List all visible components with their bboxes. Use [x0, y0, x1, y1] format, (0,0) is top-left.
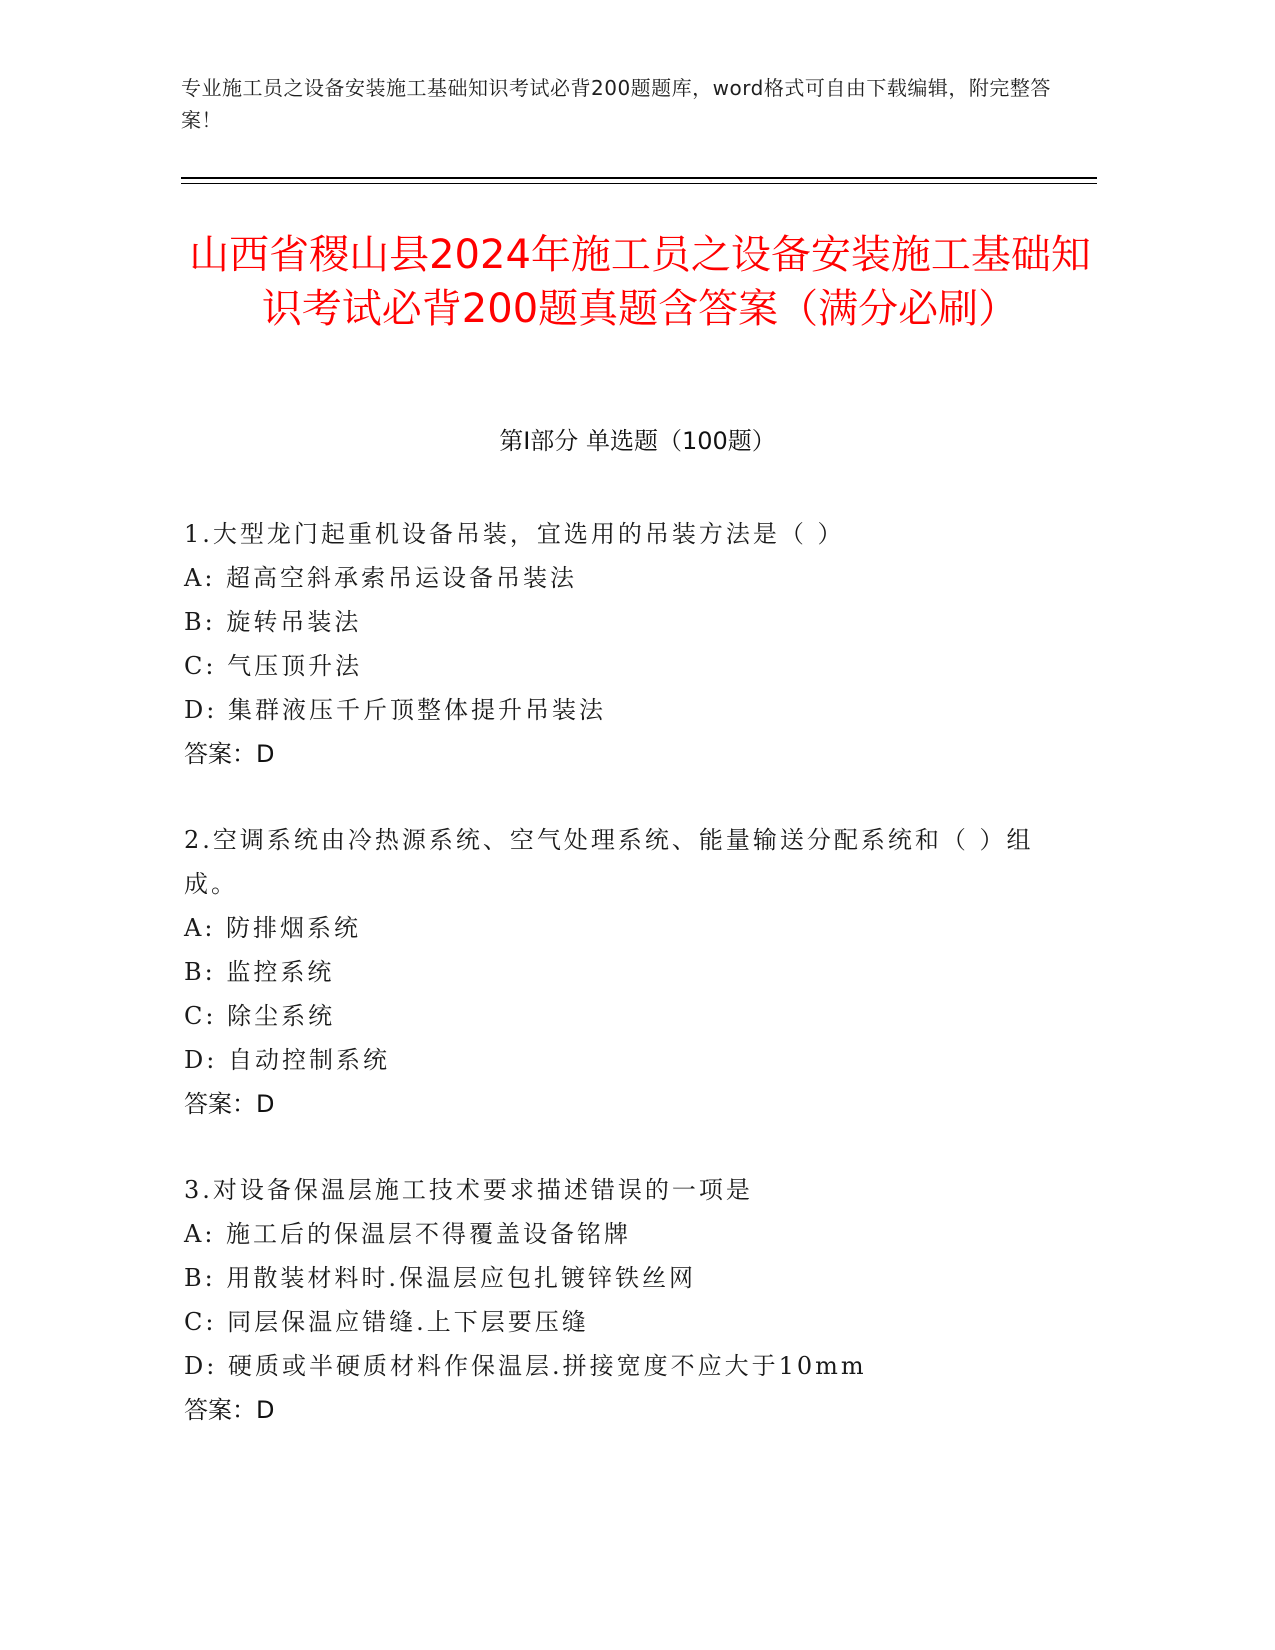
question-stem: 2.空调系统由冷热源系统、空气处理系统、能量输送分配系统和（ ）组成。: [184, 826, 1034, 898]
question-option-a: A: 防排烟系统: [184, 914, 362, 942]
question-list: [184, 512, 1064, 1432]
question-answer: 答案：D: [184, 1090, 275, 1118]
question-option-d: D: 硬质或半硬质材料作保温层.拼接宽度不应大于10mm: [184, 1352, 867, 1380]
question-answer: 答案：D: [184, 1396, 275, 1424]
question-option-c: C: 同层保温应错缝.上下层要压缝: [184, 1308, 589, 1336]
question-item: [184, 1168, 1064, 1432]
question-spacer: [184, 1126, 1064, 1168]
document-title: 山西省稷山县2024年施工员之设备安装施工基础知识考试必背200题真题含答案（满分必刷）: [189, 232, 1091, 332]
question-option-d: D: 自动控制系统: [184, 1046, 390, 1074]
question-item: [184, 512, 1064, 776]
question-option-b: B: 用散装材料时.保温层应包扎镀锌铁丝网: [184, 1264, 696, 1292]
question-option-a: A: 施工后的保温层不得覆盖设备铭牌: [184, 1220, 632, 1248]
question-stem: 1.大型龙门起重机设备吊装，宜选用的吊装方法是（ ）: [184, 520, 845, 548]
header-divider-thin: [181, 183, 1097, 184]
question-option-a: A: 超高空斜承索吊运设备吊装法: [184, 564, 578, 592]
question-stem: 3.对设备保温层施工技术要求描述错误的一项是: [184, 1176, 753, 1204]
question-option-b: B: 监控系统: [184, 958, 335, 986]
question-answer: 答案：D: [184, 740, 275, 768]
header-divider-thick: [181, 177, 1097, 179]
question-option-b: B: 旋转吊装法: [184, 608, 362, 636]
section-title: 第I部分 单选题（100题）: [499, 427, 776, 455]
question-option-c: C: 除尘系统: [184, 1002, 336, 1030]
question-spacer: [184, 776, 1064, 818]
question-option-c: C: 气压顶升法: [184, 652, 363, 680]
question-item: [184, 818, 1064, 1126]
question-option-d: D: 集群液压千斤顶整体提升吊装法: [184, 696, 606, 724]
header-note: 专业施工员之设备安装施工基础知识考试必背200题题库，word格式可自由下载编辑，附完整答案！: [181, 76, 1051, 132]
